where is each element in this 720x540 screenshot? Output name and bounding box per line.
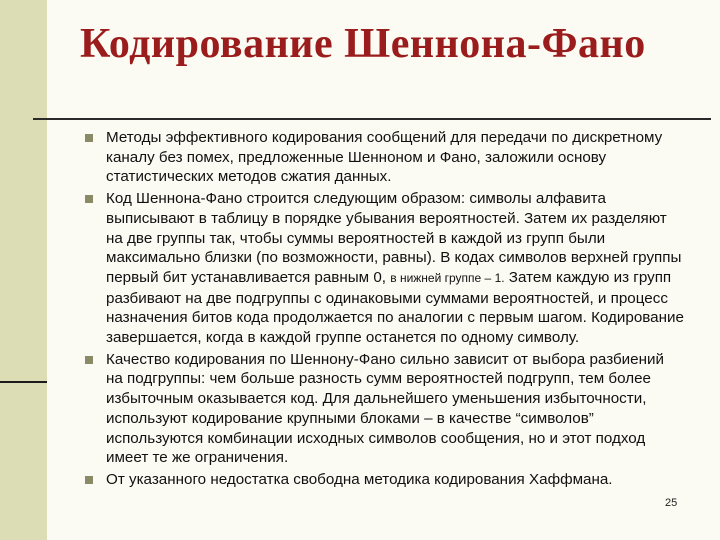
- square-bullet-icon: [85, 356, 93, 364]
- bullet-text: Качество кодирования по Шеннону-Фано сильно зависит от выбора разбиений на подгруппы: чем больше разность сумм вероятностей подгрупп, тем более избыточным оказывается код. Для дальнейшего уменьшения избыточности, используют кодирование крупными блоками – в качестве “символов” используются комбинации исходных символов сообщения, но и этот подход имеет те же ограничения.: [106, 350, 664, 467]
- bullet-text: Затем каждую из групп разбивают на две подгруппы с одинаковыми суммами вероятностей, и процесс назначения битов кода продолжается по аналогии с первым шагом. Кодирование завершается, когда в каждой группе останется по одному символу.: [106, 268, 684, 347]
- square-bullet-icon: [85, 476, 93, 484]
- bullet-text: Методы эффективного кодирования сообщений для передачи по дискретному каналу без помех, предложенные Шенноном и Фано, заложили основу статистических методов сжатия данных.: [106, 129, 663, 186]
- bullet-item: [85, 470, 685, 490]
- bullet-item: [85, 350, 685, 468]
- side-band: [0, 0, 47, 540]
- bullet-text: Код Шеннона-Фано строится следующим образом: символы алфавита выписывают в таблицу в порядке убывания вероятностей. Затем их разделяют на две группы так, чтобы суммы вероятностей в каждой из групп были максимально близки (по возможности, равны). В кодах символов верхней группы первый бит устанавливается равным 0,: [106, 190, 682, 286]
- square-bullet-icon: [85, 134, 93, 142]
- slide-title: Кодирование Шеннона-Фано: [80, 21, 646, 67]
- title-rule: [33, 118, 711, 120]
- bullet-text-small: в нижней группе – 1.: [390, 270, 505, 285]
- bullet-item: [85, 128, 685, 187]
- bullet-text: От указанного недостатка свободна методика кодирования Хаффмана.: [106, 470, 613, 488]
- side-divider: [0, 381, 47, 383]
- slide-number: 25: [665, 497, 678, 509]
- square-bullet-icon: [85, 195, 93, 203]
- bullet-item: [85, 189, 685, 348]
- bullet-list: [85, 128, 685, 492]
